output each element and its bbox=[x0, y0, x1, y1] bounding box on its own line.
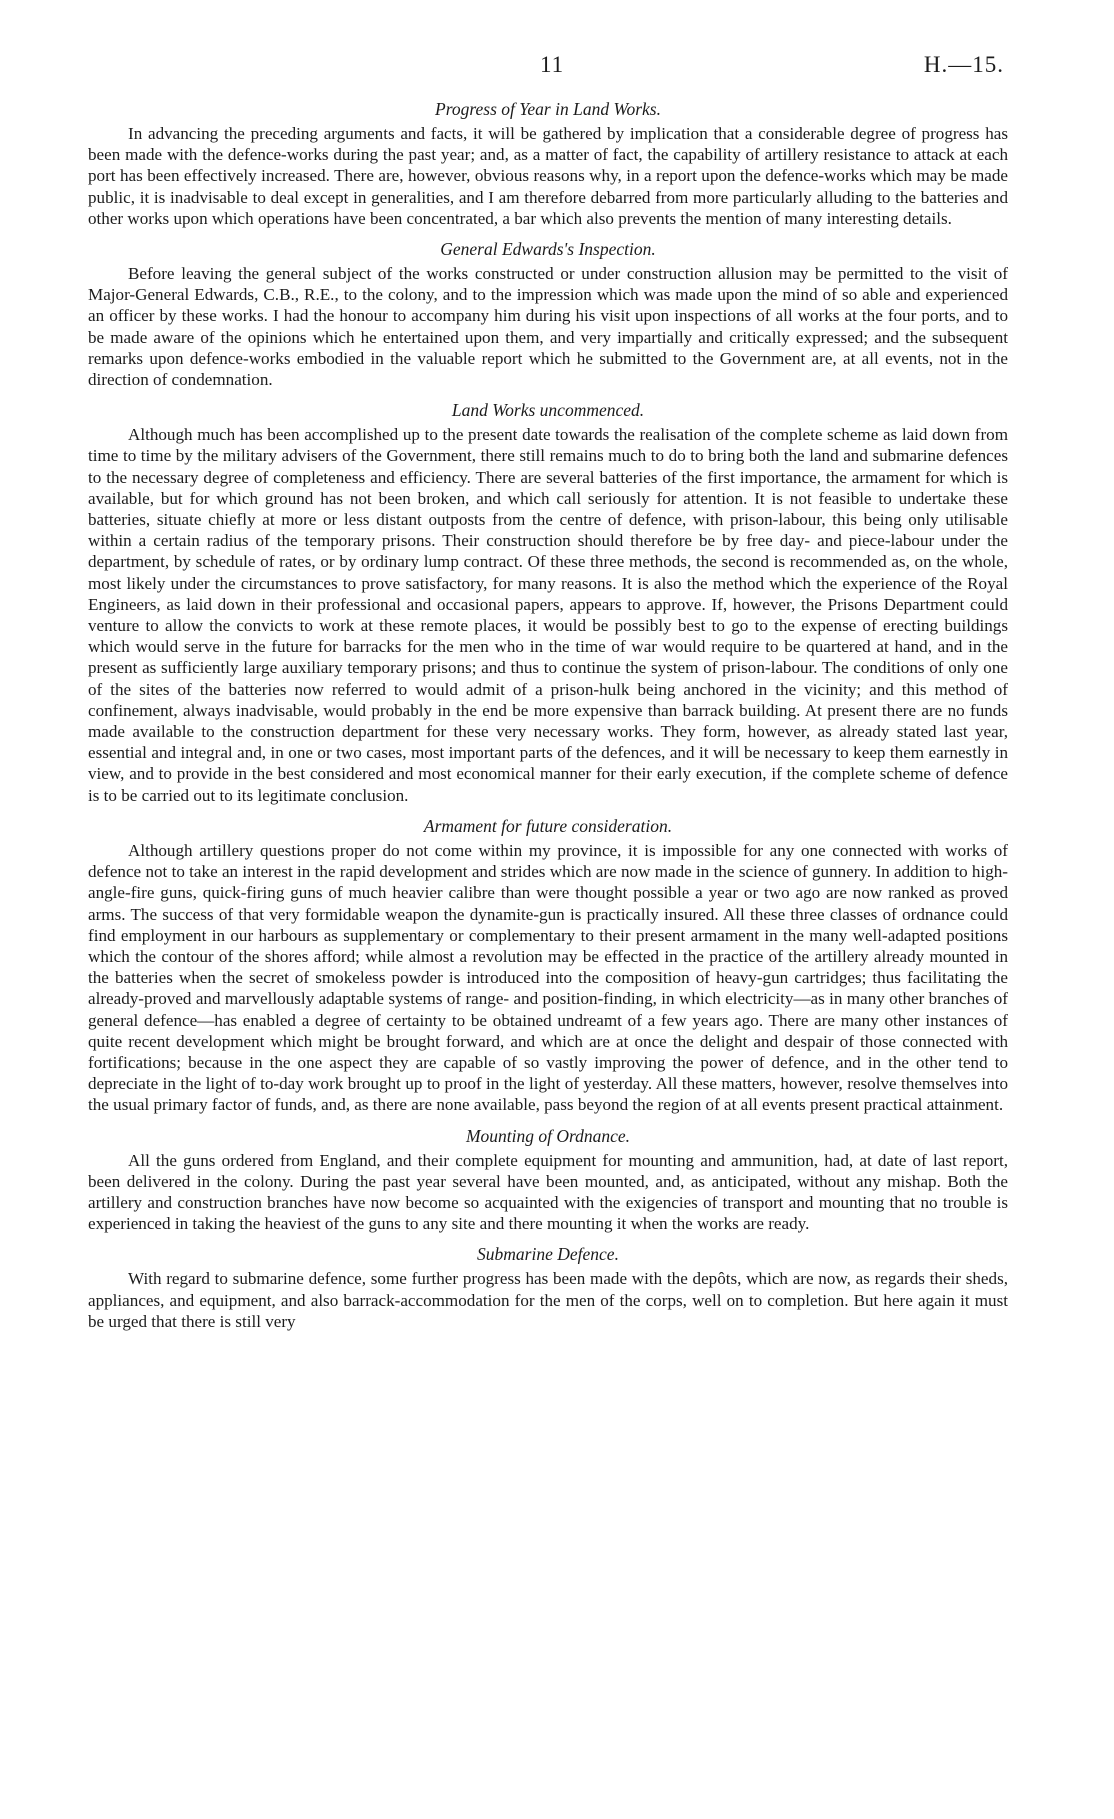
document-reference: H.—15. bbox=[923, 52, 1004, 77]
section-paragraph: In advancing the preceding arguments and facts, it will be gathered by implication that a considerable degree of progress has been made with the defence-works during the past year; and, as a matter of fact, the capability of artillery resistance to attack at each port has been effectively increased. There are, however, obvious reasons why, in a report upon the defence-works which may be made public, it is inadvisable to deal except in generalities, and I am therefore debarred from more particularly alluding to the batteries and other works upon which operations have been concentrated, a bar which also prevents the mention of many interesting details. bbox=[88, 124, 1008, 228]
section-submarine-defence bbox=[88, 1244, 1008, 1332]
section-heading: Armament for future consideration. bbox=[423, 815, 673, 836]
section-armament-future bbox=[88, 816, 1008, 1116]
section-heading: Mounting of Ordnance. bbox=[465, 1125, 631, 1146]
section-mounting-ordnance bbox=[88, 1126, 1008, 1235]
section-heading: Land Works uncommenced. bbox=[451, 400, 645, 421]
section-general-edwards-inspection bbox=[88, 239, 1008, 390]
section-land-works-uncommenced bbox=[88, 400, 1008, 806]
section-paragraph: With regard to submarine defence, some further progress has been made with the depôts, which are now, as regards their sheds, appliances, and equipment, and also barrack-accommodation for the men of the corps, well on to completion. But here again it must be urged that there is still very bbox=[88, 1269, 1008, 1331]
document-body bbox=[88, 99, 1008, 1332]
section-paragraph: All the guns ordered from England, and their complete equipment for mounting and ammunition, had, at date of last report, been delivered in the colony. During the past year several have been mounted, and, as anticipated, without any mishap. Both the artillery and construction branches have now become so acquainted with the exigencies of transport and mounting that no trouble is experienced in taking the heaviest of the guns to any site and there mounting it when the works are ready. bbox=[88, 1150, 1008, 1234]
section-paragraph: Although artillery questions proper do not come within my province, it is impossible for any one connected with works of defence not to take an interest in the rapid development and strides which are now made in the science of gunnery. In addition to high-angle-fire guns, quick-firing guns of much heavier calibre than were thought possible a year or two ago are now ranked as proved arms. The success of that very formidable weapon the dynamite-gun is practically insured. All these three classes of ordnance could find employment in our harbours as supplementary or complementary to their present armament in the many well-adapted positions which the contour of the shores afford; while almost a revolution may be effected in the practice of the artillery already mounted in the batteries when the secret of smokeless powder is introduced into the composition of heavy-gun cartridges; thus facilitating the already-proved and marvellously adaptable systems of range- and position-finding, in which electricity—as in many other branches of general defence—has enabled a degree of certainty to be obtained undreamt of a few years ago. There are many other instances of quite recent development which might be brought forward, and which are at once the delight and despair of those connected with fortifications; because in the one aspect they are capable of so vastly improving the power of defence, and in the other tend to depreciate in the light of to-day work brought up to proof in the light of yesterday. All these matters, however, resolve themselves into the usual primary factor of funds, and, as there are none available, pass beyond the region of at all events present practical attainment. bbox=[88, 840, 1008, 1115]
page-number: 11 bbox=[540, 52, 565, 77]
section-heading: Progress of Year in Land Works. bbox=[435, 99, 661, 119]
section-paragraph: Before leaving the general subject of the works constructed or under construction allusion may be permitted to the visit of Major-General Edwards, C.B., R.E., to the colony, and to the impression which was made upon the mind of so able and experienced an officer by these works. I had the honour to accompany him during his visit upon inspections of all works at the four ports, and to be made aware of the opinions which he entertained upon them, and very impartially and critically expressed; and the subsequent remarks upon defence-works embodied in the valuable report which he submitted to the Government are, at all events, not in the direction of condemnation. bbox=[88, 264, 1008, 390]
section-paragraph: Although much has been accomplished up to the present date towards the realisation of the complete scheme as laid down from time to time by the military advisers of the Government, there still remains much to do to bring both the land and submarine defences to the necessary degree of completeness and efficiency. There are several batteries of the first importance, the armament for which is available, but for which ground has not been broken, and which call seriously for attention. It is not feasible to undertake these batteries, situate chiefly at more or less distant outposts from the centre of defence, with prison-labour, this being only utilisable within a certain radius of the temporary prisons. Their construction should therefore be by free day- and piece-labour under the department, by schedule of rates, or by ordinary lump contract. Of these three methods, the second is recommended as, on the whole, most likely under the circumstances to prove satisfactory, for many reasons. It is also the method which the experience of the Royal Engineers, as laid down in their professional and occasional papers, appears to approve. If, however, the Prisons Department could venture to allow the convicts to work at these remote places, it would be possibly best to go to the expense of erecting buildings which would serve in the future for barracks for the men who in the time of war would require to be quartered at hand, and in the present as sufficiently large auxiliary temporary prisons; and thus to continue the system of prison-labour. The conditions of only one of the sites of the batteries now referred to would admit of a prison-hulk being anchored in the vicinity; and this method of confinement, always inadvisable, would probably in the end be more expensive than barrack building. At present there are no funds made available to the construction department for these very necessary works. They form, however, as already stated last year, essential and integral and, in one or two cases, most important parts of the defences, and it will be necessary to keep them earnestly in view, and to provide in the best considered and most economical manner for their early execution, if the complete scheme of defence is to be carried out to its legitimate conclusion. bbox=[88, 425, 1008, 805]
section-progress-land-works bbox=[88, 99, 1008, 229]
section-heading: Submarine Defence. bbox=[477, 1244, 619, 1265]
section-heading: General Edwards's Inspection. bbox=[440, 239, 656, 260]
